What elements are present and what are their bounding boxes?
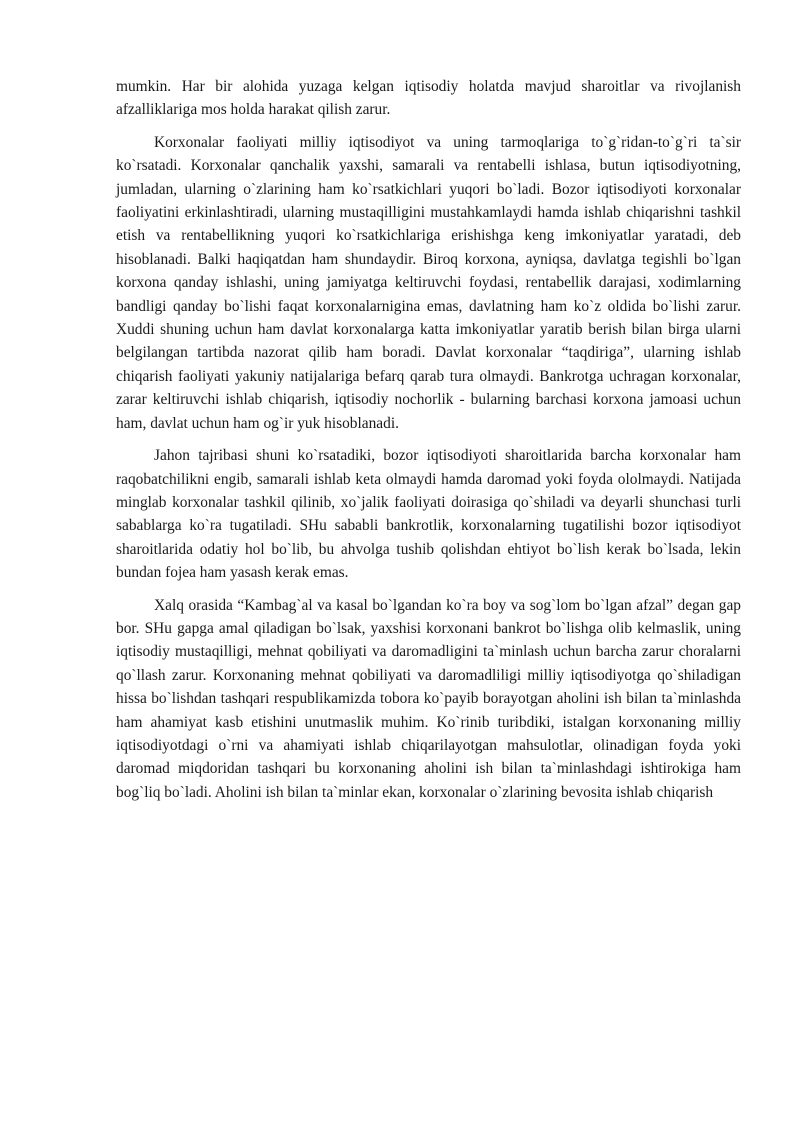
paragraph-1: mumkin. Har bir alohida yuzaga kelgan iqtisodiy holatda mavjud sharoitlar va rivojlanish afzalliklariga mos holda harakat qilish zarur. [116,78,741,119]
paragraph-2: Korxonalar faoliyati milliy iqtisodiyot va uning tarmoqlariga to`g`ridan-to`g`ri ta`sir ko`rsatadi. Korxonalar qanchalik yaxshi, samarali va rentabelli ishlasa, butun iqtisodiyotning, jumladan, ularning o`zlarining ham ko`rsatkichlari yuqori bo`ladi. Bozor iqtisodiyoti korxonalar faoliyatini erkinlashtiradi, ularning mustaqilligini mustahkamlaydi hamda ishlab chiqarishni tashkil etish va rentabellikning yuqori ko`rsatkichlariga erishishga keng imkoniyatlar yaratadi, deb hisoblanadi. Balki haqiqatdan ham shundaydir. Biroq korxona, ayniqsa, davlatga tegishli bo`lgan korxona qanday ishlashi, uning jamiyatga keltiruvchi foydasi, rentabellik darajasi, xodimlarning bandligi qanday bo`lishi faqat korxonalarnigina emas, davlatning ham ko`z oldida bo`lishi zarur. Xuddi shuning uchun ham davlat korxonalarga katta imkoniyatlar yaratib berish bilan birga ularni belgilangan tartibda nazorat qilib ham boradi. Davlat korxonalar “taqdiriga”, ularning ishlab chiqarish faoliyati yakuniy natijalariga befarq qarab tura olmaydi. Bankrotga uchragan korxonalar, zarar keltiruvchi ishlab chiqarish, iqtisodiy nochorlik - bularning barchasi korxona jamoasi uchun ham, davlat uchun ham og`ir yuk hisoblanadi. [116,133,741,432]
document-page [116,75,741,813]
paragraph-3: Jahon tajribasi shuni ko`rsatadiki, bozor iqtisodiyoti sharoitlarida barcha korxonalar ham raqobatchilikni engib, samarali ishlab keta olmaydi hamda daromad yoki foyda ololmaydi. Natijada minglab korxonalar tashkil qilinib, xo`jalik faoliyati doirasiga qo`shiladi va deyarli shunchasi turli sabablarga ko`ra tugatiladi. SHu sababli bankrotlik, korxonalarning tugatilishi bozor iqtisodiyot sharoitlarida odatiy hol bo`lib, bu ahvolga tushib qolishdan ehtiyot bo`lish kerak bo`lsada, lekin bundan fojea ham yasash kerak emas. [116,447,741,582]
paragraph-4: Xalq orasida “Kambag`al va kasal bo`lgandan ko`ra boy va sog`lom bo`lgan afzal” degan gap bor. SHu gapga amal qiladigan bo`lsak, yaxshisi korxonani bankrot bo`lishga olib kelmaslik, uning iqtisodiy mustaqilligi, mehnat qobiliyati va daromadligini ta`minlash uchun barcha zarur choralarni qo`llash zarur. Korxonaning mehnat qobiliyati va daromadliligi milliy iqtisodiyotga qo`shiladigan hissa bo`lishdan tashqari respublikamizda tobora ko`payib borayotgan aholini ish bilan ta`minlashda ham ahamiyat kasb etishini unutmaslik muhim. Ko`rinib turibdiki, istalgan korxonaning milliy iqtisodiyotdagi o`rni va ahamiyati ishlab chiqarilayotgan mahsulotlar, olinadigan foyda yoki daromad miqdoridan tashqari bu korxonaning aholini ish bilan ta`minlashdagi ishtirokiga ham bog`liq bo`ladi. Aholini ish bilan ta`minlar ekan, korxonalar o`zlarining bevosita ishlab chiqarish [116,596,741,801]
